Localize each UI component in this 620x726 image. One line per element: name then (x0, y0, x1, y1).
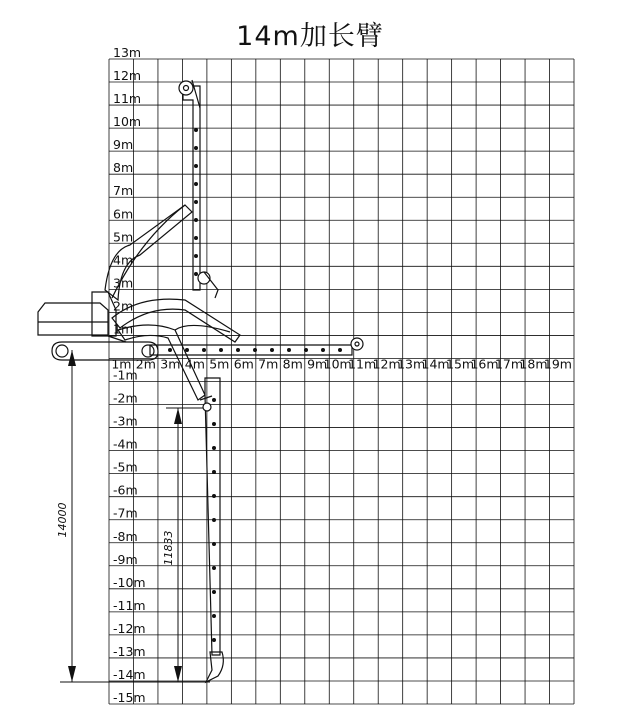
pin-hole (194, 236, 198, 240)
y-axis-label: 13m (113, 45, 142, 60)
pin-hole (212, 422, 216, 426)
pin-hole (287, 348, 291, 352)
y-axis-label: -9m (113, 551, 138, 567)
x-axis-label: 11m (348, 356, 377, 372)
y-axis-label: -15m (113, 690, 146, 705)
x-axis-label: 3m (160, 356, 181, 372)
x-axis-label: 9m (307, 356, 328, 372)
x-axis-label: 2m (135, 356, 156, 372)
pin-hole (253, 348, 257, 352)
y-axis-label: 4m (113, 252, 134, 268)
pin-hole (212, 470, 216, 474)
vertical-depth-label: 11833 (162, 530, 175, 566)
pin-hole (270, 348, 274, 352)
pin-hole (219, 348, 223, 352)
y-axis-label: -11m (113, 597, 146, 613)
pin-hole (194, 218, 198, 222)
max-depth-label: 14000 (56, 502, 69, 538)
pin-hole (212, 398, 216, 402)
y-axis-label: 9m (113, 137, 134, 153)
excavator-drawing (38, 80, 363, 682)
pin-hole (212, 494, 216, 498)
y-axis-label: 10m (113, 114, 142, 130)
pin-hole (194, 146, 198, 150)
pin-hole (212, 638, 216, 642)
vertical-depth-dimension (162, 408, 205, 682)
y-axis-label: 2m (113, 298, 134, 314)
y-axis-label: -14m (113, 666, 146, 682)
x-axis-label: 1m (111, 356, 132, 372)
y-axis-label: 3m (113, 275, 134, 291)
x-axis-label: 18m (519, 356, 548, 372)
pin-hole (194, 164, 198, 168)
y-axis-label: 11m (113, 91, 142, 107)
x-axis-label: 5m (209, 356, 230, 372)
pin-hole (212, 590, 216, 594)
y-axis-label: 12m (113, 68, 142, 84)
x-axis-label: 15m (446, 356, 475, 372)
y-axis-label: 7m (113, 183, 134, 199)
pin-hole (194, 272, 198, 276)
x-axis-label: 12m (372, 356, 401, 372)
x-axis-label: 19m (543, 356, 572, 372)
x-axis-label: 6m (233, 356, 254, 372)
pin-hole (194, 128, 198, 132)
pin-hole (202, 348, 206, 352)
pin-hole (338, 348, 342, 352)
y-axis-label: -1m (113, 367, 138, 383)
y-axis-label: -7m (113, 505, 138, 521)
y-axis-label: -6m (113, 482, 138, 498)
y-axis-label: 1m (113, 321, 134, 337)
pin-hole (194, 182, 198, 186)
pin-hole (212, 542, 216, 546)
y-axis-labels (113, 45, 146, 705)
x-axis-label: 13m (397, 356, 426, 372)
y-axis-label: -3m (113, 413, 138, 429)
pin-hole (212, 614, 216, 618)
x-axis-label: 17m (494, 356, 524, 372)
x-axis-label: 14m (421, 356, 450, 372)
x-axis-label: 7m (258, 356, 279, 372)
y-axis-label: 8m (113, 160, 134, 176)
pin-hole (185, 348, 189, 352)
grid (109, 59, 574, 704)
y-axis-label: -5m (113, 459, 138, 475)
diagram-title: 14m加长臂 (236, 21, 384, 52)
pin-hole (194, 200, 198, 204)
y-axis-label: -2m (113, 390, 138, 406)
pin-hole (212, 518, 216, 522)
pin-hole (304, 348, 308, 352)
y-axis-label: -8m (113, 528, 138, 544)
x-axis-label: 4m (184, 356, 205, 372)
y-axis-label: -4m (113, 436, 138, 452)
y-axis-label: -10m (113, 574, 146, 590)
y-axis-label: 6m (113, 206, 134, 222)
pin-hole (212, 566, 216, 570)
pin-hole (321, 348, 325, 352)
x-axis-label: 8m (282, 356, 303, 372)
y-axis-label: 5m (113, 229, 134, 245)
pin-hole (212, 446, 216, 450)
pin-hole (236, 348, 240, 352)
pin-hole (194, 254, 198, 258)
x-axis-label: 16m (470, 356, 499, 372)
y-axis-label: -12m (113, 620, 146, 636)
y-axis-label: -13m (113, 643, 146, 659)
x-axis-label: 10m (323, 356, 352, 372)
pin-hole (168, 348, 172, 352)
